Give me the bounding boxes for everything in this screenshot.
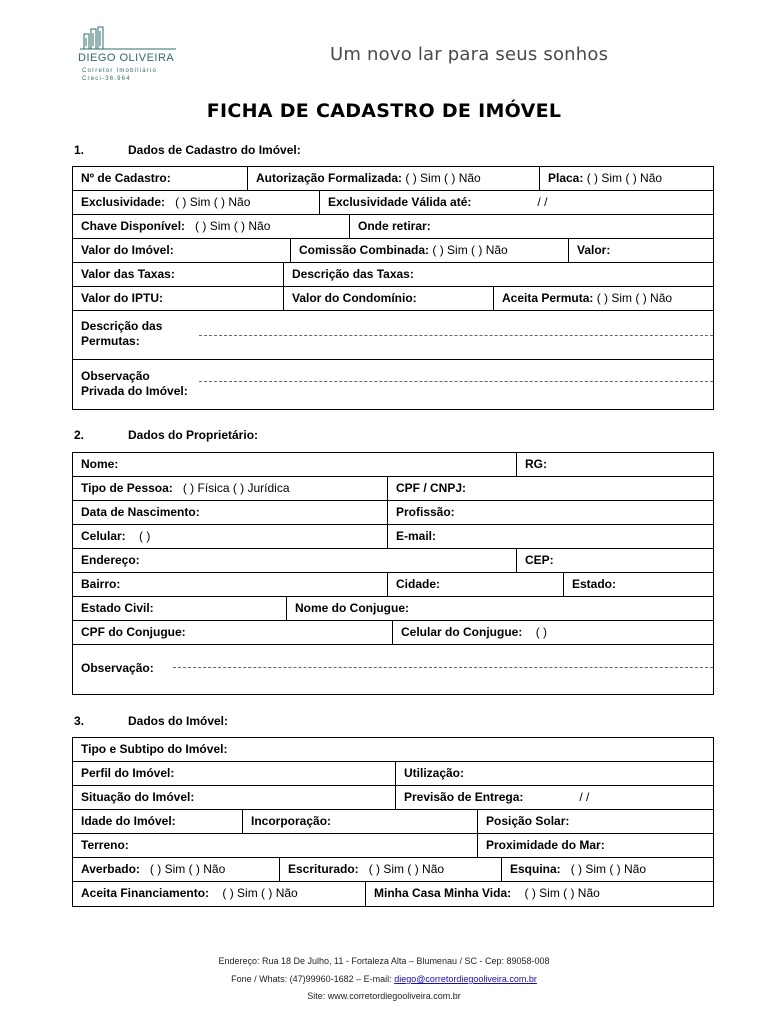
logo-subtitle: Corretor Imobiliário: [82, 68, 158, 74]
private-note-line[interactable]: [199, 381, 713, 382]
fees-description-field[interactable]: Descrição das Taxas:: [283, 263, 715, 286]
yes-no-options[interactable]: ( ) Sim ( ) Não: [586, 171, 663, 185]
footer-site: Site: www.corretordiegooliveira.com.br: [307, 991, 461, 1001]
form-row: [73, 477, 713, 501]
field-label: Aceita Financiamento:: [81, 886, 210, 900]
private-note-label: [81, 369, 188, 399]
property-type-field[interactable]: Tipo e Subtipo do Imóvel:: [81, 742, 228, 756]
iptu-value-field[interactable]: Valor do IPTU:: [81, 291, 164, 305]
deed-field[interactable]: [279, 858, 501, 881]
form-row: [73, 834, 713, 858]
yes-no-options[interactable]: ( ) Sim ( ) Não: [175, 195, 251, 209]
footer-contact: [0, 974, 768, 984]
area-code-placeholder: ( ): [139, 529, 151, 543]
accepts-financing-field[interactable]: [73, 882, 365, 906]
section-3-title: [74, 714, 228, 728]
section-label: Dados do Proprietário:: [128, 428, 259, 442]
field-label: Minha Casa Minha Vida:: [374, 886, 512, 900]
section-2-title: [74, 428, 258, 442]
commission-value-field[interactable]: Valor:: [568, 239, 715, 262]
exclusivity-field[interactable]: [73, 191, 319, 214]
form-row: [73, 762, 713, 786]
area-code-placeholder: ( ): [535, 625, 548, 639]
form-row: [73, 810, 713, 834]
form-row: [73, 645, 713, 694]
property-registration-form: [72, 166, 714, 410]
form-row: [73, 215, 713, 239]
form-row: [73, 573, 713, 597]
exclusivity-valid-until-field[interactable]: [319, 191, 715, 214]
accepts-exchange-field[interactable]: [493, 287, 715, 310]
property-data-form: [72, 737, 714, 907]
date-placeholder: / /: [537, 195, 548, 209]
state-field[interactable]: Estado:: [563, 573, 715, 596]
agreed-commission-field[interactable]: [290, 239, 568, 262]
logo-name: DIEGO OLIVEIRA: [78, 52, 175, 64]
yes-no-options[interactable]: ( ) Sim ( ) Não: [432, 243, 508, 257]
field-label: Esquina:: [510, 862, 561, 876]
mobile-field[interactable]: [73, 525, 387, 548]
form-row: [73, 453, 713, 477]
form-row: [73, 738, 713, 762]
company-logo: [78, 26, 178, 88]
yes-no-options[interactable]: ( ) Sim ( ) Não: [596, 291, 673, 305]
registration-number-field[interactable]: Nº de Cadastro:: [81, 171, 171, 185]
profession-field[interactable]: Profissão:: [387, 501, 715, 524]
field-label: Aceita Permuta:: [502, 291, 594, 305]
owner-data-form: [72, 452, 714, 695]
formalized-authorization-field[interactable]: [247, 167, 539, 190]
form-row: [73, 360, 713, 409]
condo-fee-field[interactable]: Valor do Condomínio:: [283, 287, 493, 310]
form-row: [73, 191, 713, 215]
property-situation-field[interactable]: Situação do Imóvel:: [81, 790, 195, 804]
yes-no-options[interactable]: ( ) Sim ( ) Não: [195, 219, 271, 233]
label-line: Permutas:: [81, 334, 140, 348]
owner-observation-line[interactable]: [173, 667, 713, 668]
key-pickup-location-field[interactable]: Onde retirar:: [349, 215, 715, 238]
field-label: Averbado:: [81, 862, 140, 876]
form-row: [73, 597, 713, 621]
field-label: Exclusividade:: [81, 195, 166, 209]
yes-no-options[interactable]: ( ) Sim ( ) Não: [570, 862, 647, 876]
field-label: Comissão Combinada:: [299, 243, 430, 257]
form-row: [73, 263, 713, 287]
footer-phone: Fone / Whats: (47)99960-1682 – E-mail:: [231, 974, 392, 984]
yes-no-options[interactable]: ( ) Sim ( ) Não: [405, 171, 481, 185]
form-row: [73, 525, 713, 549]
spouse-mobile-field[interactable]: [392, 621, 715, 644]
label-line: Descrição das: [81, 319, 163, 333]
field-label: Autorização Formalizada:: [256, 171, 403, 185]
owner-observation-label: Observação:: [81, 661, 154, 675]
field-label: Celular:: [81, 529, 126, 543]
yes-no-options[interactable]: ( ) Sim ( ) Não: [368, 862, 445, 876]
form-row: [73, 882, 713, 906]
email-field[interactable]: E-mail:: [387, 525, 715, 548]
section-label: Dados de Cadastro do Imóvel:: [128, 143, 301, 157]
spouse-cpf-field[interactable]: CPF do Conjugue:: [81, 625, 186, 639]
field-label: Previsão de Entrega:: [404, 790, 524, 804]
rg-field[interactable]: RG:: [516, 453, 715, 476]
yes-no-options[interactable]: ( ) Sim ( ) Não: [149, 862, 226, 876]
document-title: FICHA DE CADASTRO DE IMÓVEL: [206, 100, 562, 122]
field-label: Tipo de Pessoa:: [81, 481, 173, 495]
form-row: [73, 311, 713, 360]
key-available-field[interactable]: [73, 215, 349, 238]
logo-creci: Creci-36.964: [82, 76, 131, 82]
form-row: [73, 501, 713, 525]
field-label: Celular do Conjugue:: [401, 625, 523, 639]
buildings-logo-icon: [80, 26, 176, 50]
footer-email-link[interactable]: diego@corretordiegooliveira.com.br: [394, 974, 537, 984]
field-label: Escriturado:: [288, 862, 359, 876]
birth-date-field[interactable]: Data de Nascimento:: [81, 505, 200, 519]
exchange-description-line[interactable]: [199, 335, 713, 336]
exchange-description-label: [81, 319, 162, 349]
form-row: [73, 239, 713, 263]
label-line: Observação: [81, 369, 150, 383]
property-value-field[interactable]: Valor do Imóvel:: [81, 243, 174, 257]
sun-position-field[interactable]: Posição Solar:: [477, 810, 715, 833]
section-number: 1.: [74, 143, 85, 157]
neighborhood-field[interactable]: Bairro:: [81, 577, 121, 591]
property-profile-field[interactable]: Perfil do Imóvel:: [81, 766, 175, 780]
city-field[interactable]: Cidade:: [387, 573, 563, 596]
person-type-options[interactable]: ( ) Física ( ) Jurídica: [182, 481, 290, 495]
section-label: Dados do Imóvel:: [128, 714, 229, 728]
yes-no-options[interactable]: ( ) Sim ( ) Não: [222, 886, 298, 900]
corner-field[interactable]: [501, 858, 715, 881]
cep-field[interactable]: CEP:: [516, 549, 715, 572]
field-label: Exclusividade Válida até:: [328, 195, 472, 209]
form-row: [73, 786, 713, 810]
address-field[interactable]: Endereço:: [81, 553, 140, 567]
usage-field[interactable]: Utilização:: [395, 762, 715, 785]
form-row: [73, 621, 713, 645]
registered-field[interactable]: [73, 858, 279, 881]
section-number: 2.: [74, 428, 85, 442]
owner-name-field[interactable]: Nome:: [81, 457, 119, 471]
delivery-forecast-field[interactable]: [395, 786, 715, 809]
label-line: Privada do Imóvel:: [81, 384, 188, 398]
form-row: [73, 858, 713, 882]
person-type-field[interactable]: [73, 477, 387, 500]
sea-proximity-field[interactable]: Proximidade do Mar:: [477, 834, 715, 857]
form-row: [73, 549, 713, 573]
minha-casa-minha-vida-field[interactable]: [365, 882, 715, 906]
footer-address: Endereço: Rua 18 De Julho, 11 - Fortaleza Alta – Blumenau / SC - Cep: 89058-008: [218, 956, 550, 966]
sign-board-field[interactable]: [539, 167, 715, 190]
slogan: Um novo lar para seus sonhos: [330, 44, 609, 65]
field-label: Placa:: [548, 171, 584, 185]
date-placeholder: / /: [579, 790, 590, 804]
form-row: [73, 287, 713, 311]
fees-value-field[interactable]: Valor das Taxas:: [81, 267, 175, 281]
land-field[interactable]: Terreno:: [81, 838, 129, 852]
cpf-cnpj-field[interactable]: CPF / CNPJ:: [387, 477, 715, 500]
yes-no-options[interactable]: ( ) Sim ( ) Não: [524, 886, 600, 900]
form-row: [73, 167, 713, 191]
section-number: 3.: [74, 714, 85, 728]
marital-status-field[interactable]: Estado Civil:: [81, 601, 154, 615]
field-label: Chave Disponível:: [81, 219, 186, 233]
incorporation-field[interactable]: Incorporação:: [242, 810, 477, 833]
section-1-title: [74, 143, 301, 157]
spouse-name-field[interactable]: Nome do Conjugue:: [286, 597, 715, 620]
property-age-field[interactable]: Idade do Imóvel:: [81, 814, 176, 828]
